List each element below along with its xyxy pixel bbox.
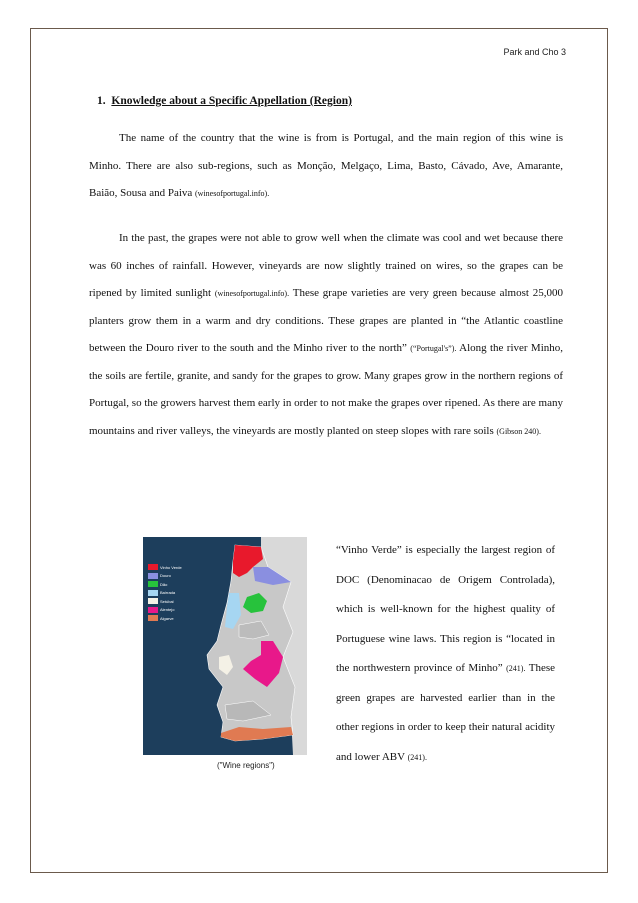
paragraph-1 — [89, 125, 563, 208]
legend-item — [148, 597, 182, 606]
legend-item — [148, 606, 182, 615]
legend-item — [148, 589, 182, 598]
legend-swatch — [148, 615, 158, 621]
paragraph-2-text-c: Along the river Minho, the soils are fertile, granite, and sandy for the grapes to grow. Many grapes grow in the northern regions of Portugal, so the growers harvest them early in order to not make the grapes over ripened. As there are many mountains and river valleys, the vineyards are mostly planted on steep slopes with rare soils — [89, 342, 563, 437]
legend-swatch — [148, 607, 158, 613]
legend-swatch — [148, 564, 158, 570]
sidebar-citation-b: (241). — [407, 752, 427, 762]
map-legend — [148, 563, 182, 623]
legend-item — [148, 572, 182, 581]
legend-swatch — [148, 581, 158, 587]
sidebar-text-b: These green grapes are harvested earlier than in the other regions in order to keep their natural acidity and lower ABV — [336, 662, 555, 763]
paragraph-1-citation: (winesofportugal.info). — [195, 189, 270, 198]
legend-label: Algarve — [160, 615, 174, 621]
sidebar-citation-a: (241). — [506, 664, 526, 673]
legend-item — [148, 580, 182, 589]
legend-label: Alentejo — [160, 607, 175, 613]
section-title: Knowledge about a Specific Appellation (Region) — [111, 95, 352, 107]
legend-label: Dão — [160, 581, 168, 587]
paragraph-2 — [89, 225, 563, 445]
section-heading — [97, 95, 352, 107]
paragraph-2-text-b: These grape varieties are very green because almost 25,000 planters grow them in a warm and dry conditions. These grapes are planted in “the Atlantic coastline between the Douro river to the south and the Minho river to the north” — [89, 287, 564, 354]
paragraph-2-citation-a: (winesofportugal.info). — [214, 289, 290, 298]
sidebar-paragraph — [336, 536, 555, 772]
legend-item — [148, 614, 182, 623]
legend-swatch — [148, 590, 158, 596]
paragraph-2-citation-b: (“Portugal's”). — [410, 344, 457, 353]
legend-label: Bairrada — [160, 590, 176, 596]
figure-caption: ("Wine regions") — [217, 761, 275, 770]
legend-swatch — [148, 573, 158, 579]
legend-label: Setúbal — [160, 598, 174, 604]
paragraph-1-text: The name of the country that the wine is from is Portugal, and the main region of this wine is Minho. There are also sub-regions, such as Monção, Melgaço, Lima, Basto, Cávado, Ave, Amarante, Baião, Sousa and Paiva — [89, 132, 563, 199]
paragraph-2-citation-c: (Gibson 240). — [496, 426, 541, 436]
legend-label: Vinho Verde — [160, 564, 182, 570]
legend-swatch — [148, 598, 158, 604]
legend-item — [148, 563, 182, 572]
wine-regions-map — [143, 537, 307, 755]
section-number: 1. — [97, 95, 106, 107]
sidebar-text-a: “Vinho Verde” is especially the largest region of DOC (Denominacao de Origem Controlada), which is well-known for the highest quality of Portuguese wine laws. This region is “located in the northwestern province of Minho” — [336, 544, 555, 674]
running-head: Park and Cho 3 — [503, 47, 566, 57]
legend-label: Douro — [160, 573, 171, 579]
paragraph-2-text-a: In the past, the grapes were not able to grow well when the climate was cool and wet because there was 60 inches of rainfall. However, vineyards are now slightly trained on wires, so the grapes can be ripened by limited sunlight — [89, 232, 563, 299]
